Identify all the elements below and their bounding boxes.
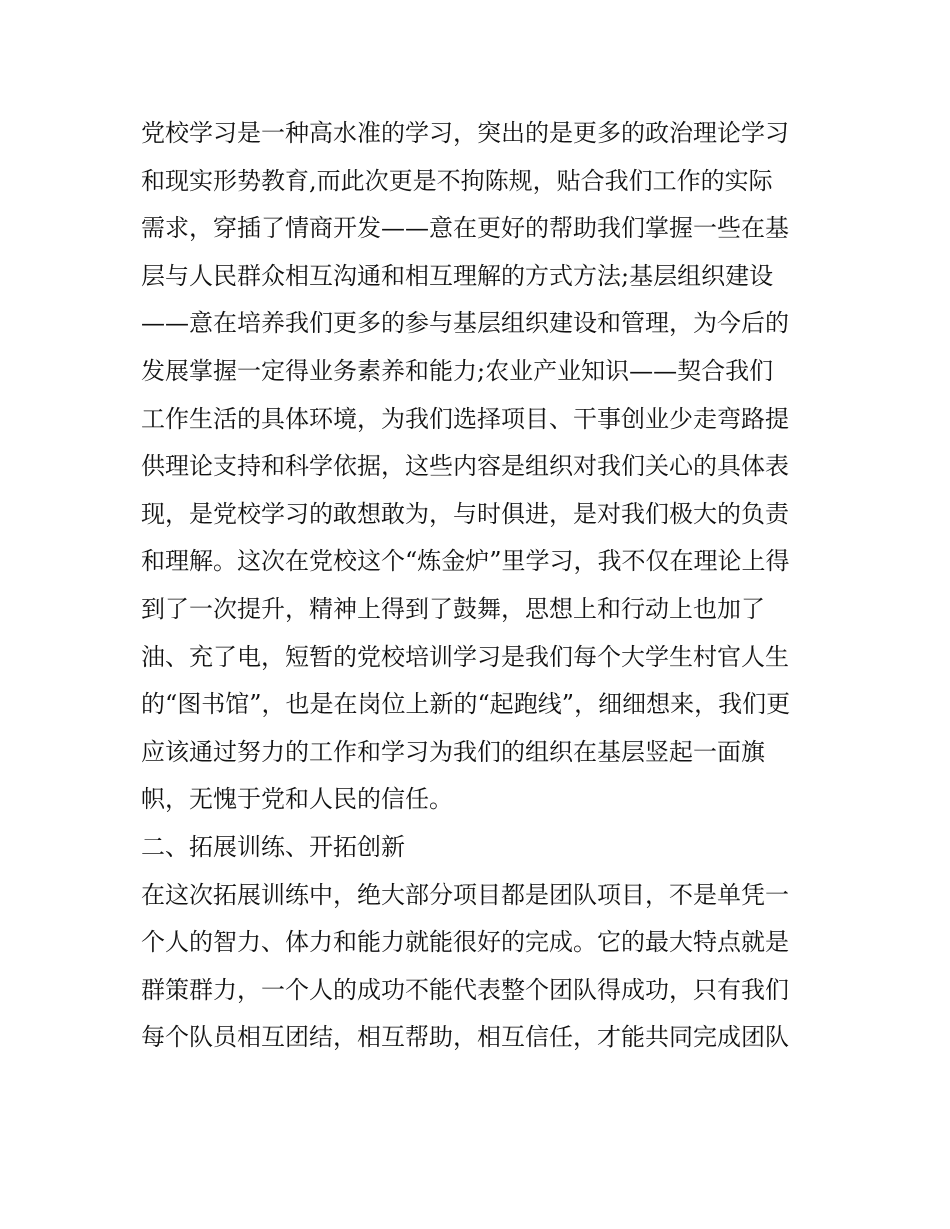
text-line-14: 应该通过努力的工作和学习为我们的组织在基层竖起一面旗: [141, 737, 765, 766]
text-line-13: 的“图书馆”，也是在岗位上新的“起跑线”，细细想来，我们更: [141, 690, 791, 719]
text-line-9: 现，是党校学习的敢想敢为，与时俱进，是对我们极大的负责: [141, 499, 789, 528]
text-line-10: 和理解。这次在党校这个“炼金炉”里学习，我不仅在理论上得: [141, 547, 790, 576]
text-line-11: 到了一次提升，精神上得到了鼓舞，思想上和行动上也加了: [141, 594, 765, 623]
text-line-8: 供理论支持和科学依据，这些内容是组织对我们关心的具体表: [141, 452, 789, 481]
text-line-18: 个人的智力、体力和能力就能很好的完成。它的最大特点就是: [141, 928, 789, 957]
text-line-6: 发展掌握一定得业务素养和能力;农业产业知识——契合我们: [141, 356, 774, 385]
text-line-3: 需求，穿插了情商开发——意在更好的帮助我们掌握一些在基: [141, 214, 789, 243]
text-line-17: 在这次拓展训练中，绝大部分项目都是团队项目，不是单凭一: [141, 880, 789, 909]
section-heading: 二、拓展训练、开拓创新: [141, 832, 405, 861]
text-line-12: 油、充了电，短暂的党校培训学习是我们每个大学生村官人生: [141, 642, 789, 671]
text-line-7: 工作生活的具体环境，为我们选择项目、干事创业少走弯路提: [141, 404, 789, 433]
text-line-19: 群策群力，一个人的成功不能代表整个团队得成功，只有我们: [141, 975, 789, 1004]
body-text: [141, 110, 821, 1062]
text-line-5: ——意在培养我们更多的参与基层组织建设和管理，为今后的: [141, 309, 789, 338]
text-line-20: 每个队员相互团结，相互帮助，相互信任，才能共同完成团队: [141, 1023, 789, 1052]
text-line-4: 层与人民群众相互沟通和相互理解的方式方法;基层组织建设: [141, 261, 774, 290]
text-line-15: 帜，无愧于党和人民的信任。: [141, 785, 453, 814]
text-line-1: 党校学习是一种高水准的学习，突出的是更多的政治理论学习: [141, 119, 789, 147]
text-line-2: 和现实形势教育,而此次更是不拘陈规，贴合我们工作的实际: [141, 166, 773, 195]
